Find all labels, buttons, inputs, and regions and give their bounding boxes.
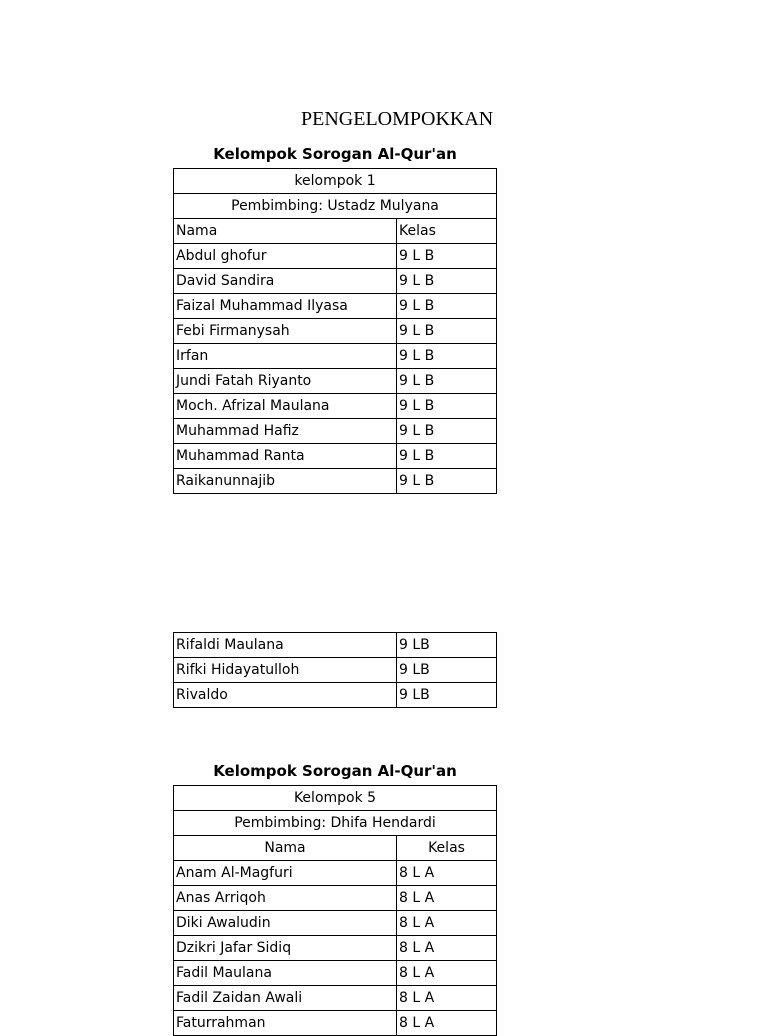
table-row (174, 658, 497, 683)
table-row (174, 469, 497, 494)
table-row (174, 986, 497, 1011)
group-label: Kelompok 5 (174, 786, 497, 811)
mentor-row (174, 194, 497, 219)
student-name: Raikanunnajib (174, 469, 397, 494)
student-name: Abdul ghofur (174, 244, 397, 269)
student-class: 9 L B (397, 469, 497, 494)
table-row (174, 244, 497, 269)
group-label: kelompok 1 (174, 169, 497, 194)
student-name: Diki Awaludin (174, 911, 397, 936)
group-label-row (174, 786, 497, 811)
table-row (174, 369, 497, 394)
student-name: Fadil Maulana (174, 961, 397, 986)
student-class: 8 L A (397, 911, 497, 936)
table-row (174, 683, 497, 708)
student-class: 8 L A (397, 961, 497, 986)
student-name: Rivaldo (174, 683, 397, 708)
student-name: Rifaldi Maulana (174, 633, 397, 658)
student-name: Anam Al-Magfuri (174, 861, 397, 886)
student-class: 8 L A (397, 886, 497, 911)
student-class: 9 L B (397, 369, 497, 394)
mentor-row (174, 811, 497, 836)
group-label-row (174, 169, 497, 194)
table-row (174, 419, 497, 444)
column-header-name: Nama (174, 836, 397, 861)
header-row (174, 219, 497, 244)
table-row (174, 319, 497, 344)
table-row (174, 394, 497, 419)
student-class: 9 LB (397, 658, 497, 683)
table-row (174, 269, 497, 294)
student-class: 9 L B (397, 419, 497, 444)
table-row (174, 911, 497, 936)
student-class: 9 L B (397, 319, 497, 344)
student-class: 8 L A (397, 1011, 497, 1036)
student-name: Muhammad Hafiz (174, 419, 397, 444)
student-name: Muhammad Ranta (174, 444, 397, 469)
student-name: Febi Firmanysah (174, 319, 397, 344)
student-class: 9 L B (397, 269, 497, 294)
table-row (174, 444, 497, 469)
student-name: Faizal Muhammad Ilyasa (174, 294, 397, 319)
student-name: Anas Arriqoh (174, 886, 397, 911)
student-name: Jundi Fatah Riyanto (174, 369, 397, 394)
student-class: 9 LB (397, 633, 497, 658)
table-row (174, 344, 497, 369)
student-name: Irfan (174, 344, 397, 369)
table-row (174, 861, 497, 886)
mentor-label: Pembimbing: Ustadz Mulyana (174, 194, 497, 219)
section-title-group-1: Kelompok Sorogan Al-Qur'an (213, 145, 457, 163)
header-row (174, 836, 497, 861)
group-1-table (173, 168, 497, 494)
student-name: Dzikri Jafar Sidiq (174, 936, 397, 961)
table-row (174, 961, 497, 986)
table-row (174, 294, 497, 319)
table-row (174, 936, 497, 961)
column-header-name: Nama (174, 219, 397, 244)
column-header-class: Kelas (397, 836, 497, 861)
student-class: 8 L A (397, 861, 497, 886)
table-row (174, 1011, 497, 1036)
student-name: Faturrahman (174, 1011, 397, 1036)
student-class: 9 L B (397, 394, 497, 419)
student-class: 9 L B (397, 344, 497, 369)
group-5-table (173, 785, 497, 1036)
student-name: Rifki Hidayatulloh (174, 658, 397, 683)
student-class: 9 L B (397, 294, 497, 319)
student-class: 9 LB (397, 683, 497, 708)
section-title-group-5: Kelompok Sorogan Al-Qur'an (213, 762, 457, 780)
mentor-label: Pembimbing: Dhifa Hendardi (174, 811, 497, 836)
table-row (174, 886, 497, 911)
student-name: Fadil Zaidan Awali (174, 986, 397, 1011)
student-class: 9 L B (397, 244, 497, 269)
student-name: Moch. Afrizal Maulana (174, 394, 397, 419)
column-header-class: Kelas (397, 219, 497, 244)
group-1-continued-table (173, 632, 497, 708)
student-class: 8 L A (397, 936, 497, 961)
page-title: PENGELOMPOKKAN (301, 108, 494, 130)
student-name: David Sandira (174, 269, 397, 294)
student-class: 8 L A (397, 986, 497, 1011)
student-class: 9 L B (397, 444, 497, 469)
table-row (174, 633, 497, 658)
